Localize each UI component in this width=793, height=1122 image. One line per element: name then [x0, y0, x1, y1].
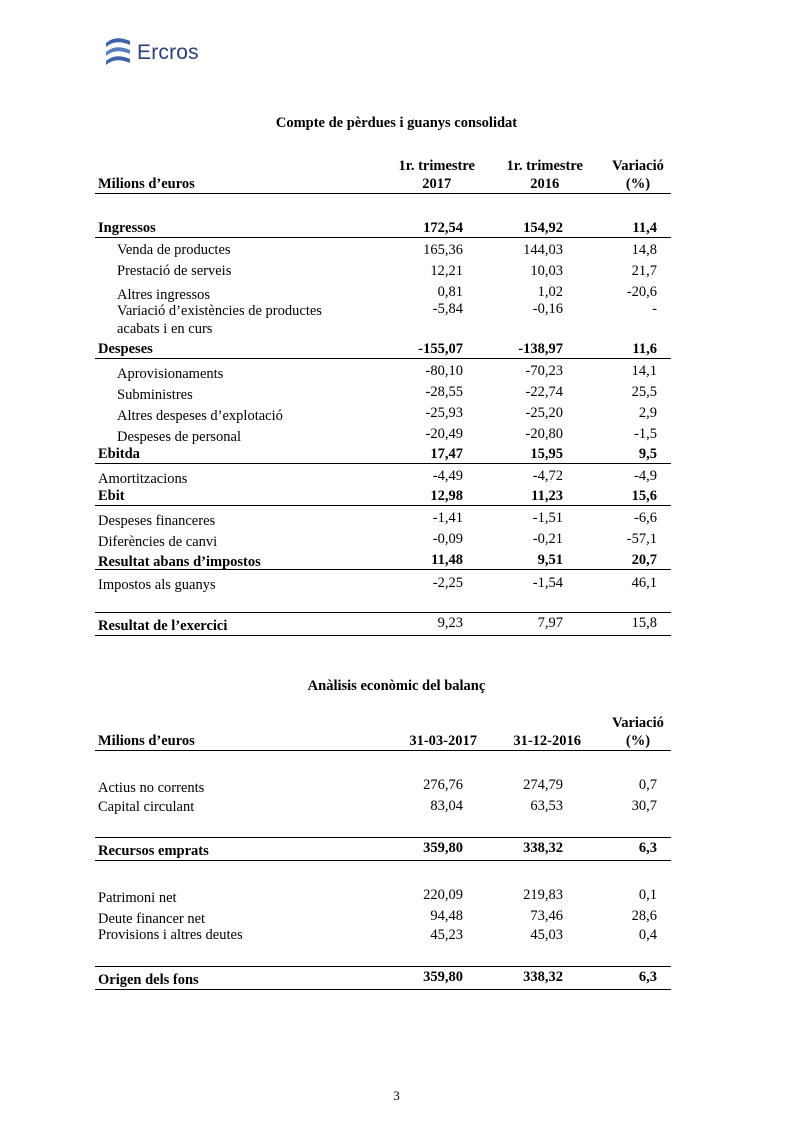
- table-row: Recursos emprats 359,80 338,32 6,3: [95, 837, 671, 861]
- pl-header-label: Milions d’euros: [98, 176, 195, 192]
- pl-header-row: [95, 153, 671, 194]
- logo-wordmark: Ercros: [137, 41, 199, 64]
- company-logo: [104, 36, 199, 70]
- table-row: Origen dels fons 359,80 338,32 6,3: [95, 966, 671, 990]
- table-row: Deute financer net 94,48 73,46 28,6: [98, 908, 657, 927]
- table-row: Altres ingressos 0,81 1,02 -20,6: [117, 284, 657, 303]
- table-row: Actius no corrents 276,76 274,79 0,7: [98, 777, 657, 796]
- table-row: Capital circulant 83,04 63,53 30,7: [98, 798, 657, 815]
- table-row: Venda de productes 165,36 144,03 14,8: [117, 242, 657, 258]
- page-number: 3: [393, 1088, 400, 1103]
- table-row: Despeses -155,07 -138,97 11,6: [95, 339, 671, 359]
- bs-table: [95, 710, 671, 990]
- pl-header-col1: 1r. trimestre 2017: [398, 158, 475, 192]
- table-row: Ebitda 17,47 15,95 9,5: [95, 443, 671, 464]
- table-row: Patrimoni net 220,09 219,83 0,1: [98, 887, 657, 906]
- table-row: Resultat abans d’impostos 11,48 9,51 20,7: [95, 548, 671, 570]
- bs-section-title: Anàlisis econòmic del balanç: [307, 678, 486, 694]
- table-row: Ebit 12,98 11,23 15,6: [95, 485, 671, 506]
- table-row: Diferències de canvi -0,09 -0,21 -57,1: [98, 531, 657, 550]
- bs-header-row: [95, 710, 671, 751]
- pl-table: [95, 153, 671, 636]
- pl-section-title: Compte de pèrdues i guanys consolidat: [275, 115, 518, 131]
- table-row: Prestació de serveis 12,21 10,03 21,7: [117, 263, 657, 279]
- table-row: Ingressos 172,54 154,92 11,4: [95, 206, 671, 238]
- table-row: Aprovisionaments -80,10 -70,23 14,1: [117, 363, 657, 382]
- bs-header-col2: 31-12-2016: [513, 733, 581, 749]
- table-row: Amortitzacions -4,49 -4,72 -4,9: [98, 468, 657, 487]
- ercros-wave-logo-icon: [104, 36, 132, 70]
- pl-header-col2: 1r. trimestre 2016: [506, 158, 583, 192]
- table-row: Provisions i altres deutes 45,23 45,03 0,4: [98, 927, 657, 943]
- table-row: Impostos als guanys -2,25 -1,54 46,1: [98, 575, 657, 593]
- table-row: Altres despeses d’explotació -25,93 -25,20 2,9: [117, 405, 657, 424]
- bs-header-col1: 31-03-2017: [409, 733, 477, 749]
- pl-header-col3: Variació (%): [612, 158, 664, 192]
- table-row: Despeses financeres -1,41 -1,51 -6,6: [98, 510, 657, 529]
- table-row: Despeses de personal -20,49 -20,80 -1,5: [117, 426, 657, 445]
- table-row: Subministres -28,55 -22,74 25,5: [117, 384, 657, 403]
- bs-header-col3: Variació (%): [612, 715, 664, 749]
- table-row: Variació d’existències de productes acabats i en curs -5,84 -0,16 -: [117, 301, 657, 337]
- bs-header-label: Milions d’euros: [98, 733, 195, 749]
- table-row: Resultat de l’exercici 9,23 7,97 15,8: [95, 612, 671, 636]
